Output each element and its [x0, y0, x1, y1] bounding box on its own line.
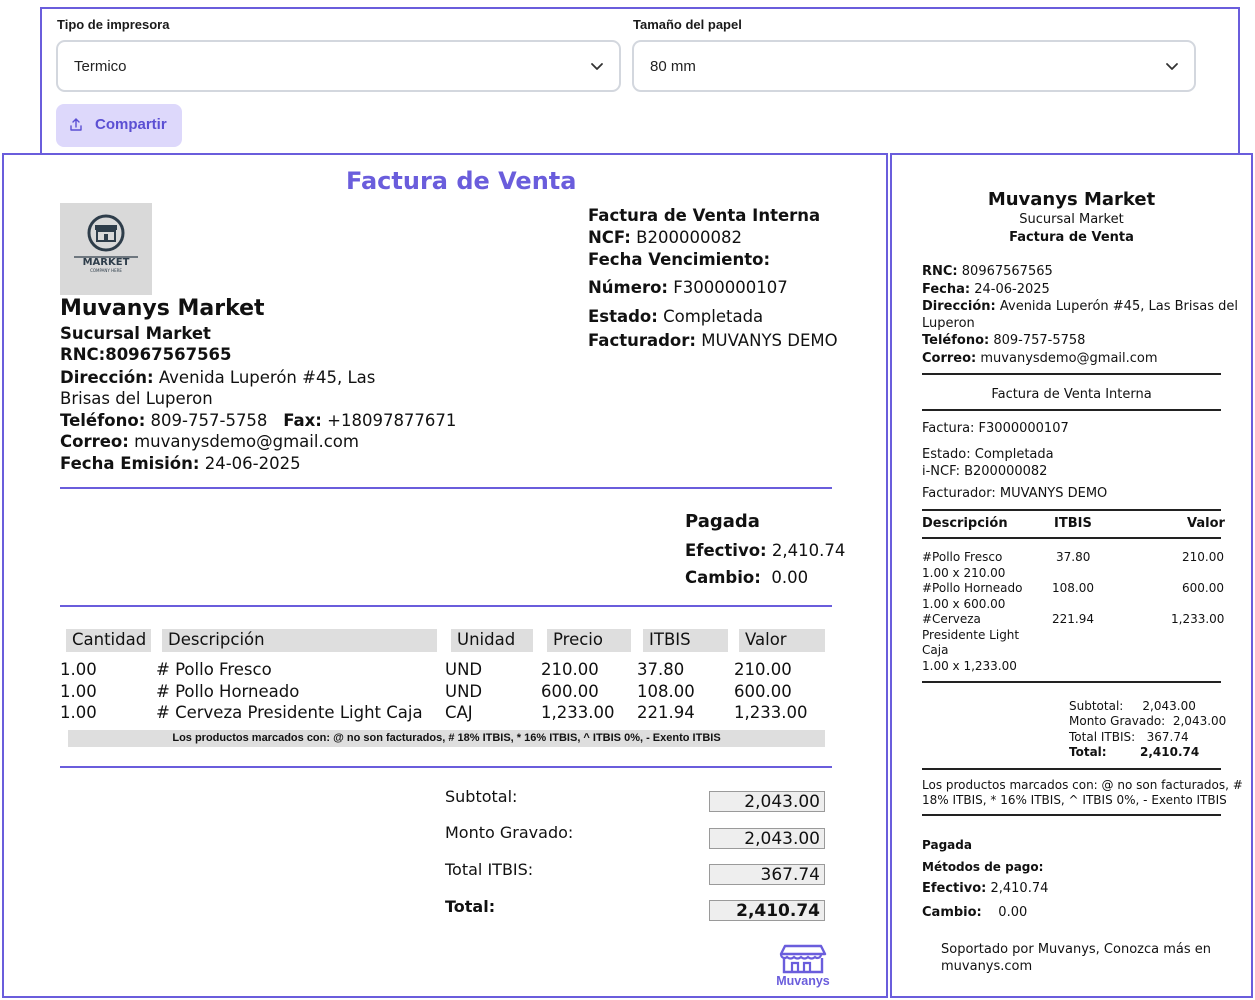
receipt-item-itbis: 221.94 [1052, 612, 1094, 626]
receipt-footer-line2: muvanys.com [941, 959, 1033, 974]
receipt-column-value: Valor [1187, 516, 1225, 531]
receipt-email: Correo: muvanysdemo@gmail.com [922, 351, 1158, 366]
row-price: 210.00 [541, 660, 599, 679]
receipt-item-name: #Cerveza [922, 612, 981, 626]
market-logo-icon [60, 203, 152, 295]
total-itbis-value: 367.74 [709, 864, 825, 885]
receipt-subtotal: Subtotal: 2,043.00 [1069, 699, 1196, 713]
row-value: 600.00 [734, 682, 792, 701]
printer-type-value: Termico [74, 58, 127, 75]
divider [922, 509, 1221, 511]
receipt-column-description: Descripción [922, 516, 1008, 531]
paper-size-value: 80 mm [650, 58, 696, 75]
change: Cambio: 0.00 [685, 568, 809, 587]
receipt-branch: Sucursal Market [1019, 212, 1124, 227]
thermal-receipt-preview [890, 153, 1253, 998]
printer-type-label: Tipo de impresora [57, 17, 170, 32]
receipt-cash: Efectivo: 2,410.74 [922, 881, 1049, 896]
total-itbis-label: Total ITBIS: [445, 860, 534, 879]
receipt-note-line2: 18% ITBIS, * 16% ITBIS, ^ ITBIS 0%, - Exento ITBIS [922, 793, 1227, 807]
row-price: 1,233.00 [541, 703, 615, 722]
company-address-line2: Brisas del Luperon [60, 389, 213, 408]
receipt-change: Cambio: 0.00 [922, 905, 1028, 920]
row-quantity: 1.00 [60, 682, 97, 701]
divider [922, 681, 1221, 683]
receipt-date: Fecha: 24-06-2025 [922, 282, 1050, 297]
receipt-note-line1: Los productos marcados con: @ no son facturados, # [922, 778, 1243, 792]
receipt-column-itbis: ITBIS [1054, 516, 1092, 531]
row-itbis: 221.94 [637, 703, 695, 722]
divider [60, 487, 832, 489]
divider [922, 537, 1221, 539]
print-settings-panel [40, 7, 1240, 155]
receipt-incf: i-NCF: B200000082 [922, 464, 1048, 479]
company-logo [60, 203, 152, 295]
receipt-biller: Facturador: MUVANYS DEMO [922, 486, 1108, 501]
company-address: Dirección: Avenida Luperón #45, Las [60, 368, 376, 387]
divider [60, 605, 832, 607]
share-button-label: Compartir [95, 116, 167, 133]
taxed-amount-value: 2,043.00 [709, 828, 825, 849]
column-header-price: Precio [547, 629, 631, 652]
printer-type-select[interactable] [56, 40, 621, 92]
column-header-value: Valor [739, 629, 825, 652]
invoice-status: Estado: Completada [588, 307, 764, 326]
paper-size-label: Tamaño del papel [633, 17, 742, 32]
divider [60, 766, 832, 768]
row-quantity: 1.00 [60, 703, 97, 722]
storefront-icon [768, 943, 838, 975]
receipt-doc-type: Factura de Venta Interna [991, 387, 1152, 402]
company-rnc: RNC:80967567565 [60, 345, 232, 364]
receipt-phone: Teléfono: 809-757-5758 [922, 333, 1086, 348]
logo-subtext: COMPANY HERE [90, 268, 122, 273]
company-phone-fax: Teléfono: 809-757-5758 Fax: +18097877671 [60, 411, 457, 430]
receipt-item-qty: 1.00 x 1,233.00 [922, 659, 1017, 673]
branch-name: Sucursal Market [60, 324, 211, 343]
row-description: # Cerveza Presidente Light Caja [156, 703, 423, 722]
share-button[interactable] [56, 104, 182, 147]
column-header-unit: Unidad [451, 629, 533, 652]
brand-logo [768, 943, 838, 993]
row-unit: CAJ [445, 703, 473, 722]
receipt-item-name: Caja [922, 643, 949, 657]
column-header-quantity: Cantidad [66, 629, 151, 652]
cash-paid: Efectivo: 2,410.74 [685, 541, 846, 560]
receipt-invoice-number: Factura: F3000000107 [922, 421, 1069, 436]
receipt-item-name: #Pollo Horneado [922, 581, 1023, 595]
row-itbis: 37.80 [637, 660, 685, 679]
taxed-amount-label: Monto Gravado: [445, 823, 574, 842]
receipt-address: Dirección: Avenida Luperón #45, Las Brisas del [922, 299, 1238, 314]
subtotal-label: Subtotal: [445, 787, 518, 806]
share-icon [68, 117, 84, 133]
biller: Facturador: MUVANYS DEMO [588, 331, 838, 350]
logo-word: MARKET [82, 257, 130, 268]
row-description: # Pollo Fresco [156, 660, 272, 679]
total-value: 2,410.74 [709, 900, 825, 921]
divider [922, 768, 1221, 770]
divider [922, 409, 1221, 411]
column-header-itbis: ITBIS [643, 629, 728, 652]
row-value: 1,233.00 [734, 703, 808, 722]
paper-size-select[interactable] [632, 40, 1196, 92]
receipt-item-qty: 1.00 x 210.00 [922, 566, 1006, 580]
receipt-item-value: 210.00 [1182, 550, 1224, 564]
receipt-item-qty: 1.00 x 600.00 [922, 597, 1006, 611]
row-description: # Pollo Horneado [156, 682, 300, 701]
receipt-item-value: 1,233.00 [1171, 612, 1225, 626]
row-quantity: 1.00 [60, 660, 97, 679]
row-unit: UND [445, 682, 483, 701]
receipt-address-line2: Luperon [922, 316, 975, 331]
column-header-description: Descripción [162, 629, 437, 652]
receipt-total: Total: 2,410.74 [1069, 745, 1200, 759]
receipt-taxed: Monto Gravado: 2,043.00 [1069, 714, 1227, 728]
row-itbis: 108.00 [637, 682, 695, 701]
row-value: 210.00 [734, 660, 792, 679]
receipt-item-name: Presidente Light [922, 628, 1020, 642]
due-date: Fecha Vencimiento: [588, 250, 771, 269]
receipt-item-itbis: 108.00 [1052, 581, 1094, 595]
receipt-rnc: RNC: 80967567565 [922, 264, 1053, 279]
total-label: Total: [445, 897, 496, 916]
company-name: Muvanys Market [60, 296, 265, 321]
tax-legend-note: Los productos marcados con: @ no son facturados, # 18% ITBIS, * 16% ITBIS, ^ ITBIS 0%, - Exento ITBIS [68, 730, 825, 747]
divider [922, 373, 1221, 375]
invoice-number: Número: F3000000107 [588, 278, 788, 297]
ncf: NCF: B200000082 [588, 228, 742, 247]
row-price: 600.00 [541, 682, 599, 701]
payment-status: Pagada [685, 511, 760, 532]
receipt-item-name: #Pollo Fresco [922, 550, 1003, 564]
brand-name: Muvanys [776, 974, 830, 988]
chevron-down-icon [589, 58, 605, 74]
receipt-payment-status: Pagada [922, 838, 972, 852]
subtotal-value: 2,043.00 [709, 791, 825, 812]
receipt-footer-line1: Soportado por Muvanys, Conozca más en [941, 942, 1211, 957]
issue-date: Fecha Emisión: 24-06-2025 [60, 454, 301, 473]
receipt-status: Estado: Completada [922, 447, 1054, 462]
chevron-down-icon [1164, 58, 1180, 74]
receipt-itbis: Total ITBIS: 367.74 [1069, 730, 1189, 744]
receipt-company-name: Muvanys Market [987, 189, 1156, 210]
row-unit: UND [445, 660, 483, 679]
document-type: Factura de Venta Interna [588, 206, 821, 225]
company-email: Correo: muvanysdemo@gmail.com [60, 432, 359, 451]
divider [922, 814, 1221, 816]
receipt-payment-methods: Métodos de pago: [922, 860, 1044, 874]
receipt-item-itbis: 37.80 [1056, 550, 1091, 564]
invoice-preview [2, 153, 888, 998]
receipt-doc-title: Factura de Venta [1009, 230, 1134, 245]
invoice-title: Factura de Venta [346, 167, 577, 195]
receipt-item-value: 600.00 [1182, 581, 1224, 595]
